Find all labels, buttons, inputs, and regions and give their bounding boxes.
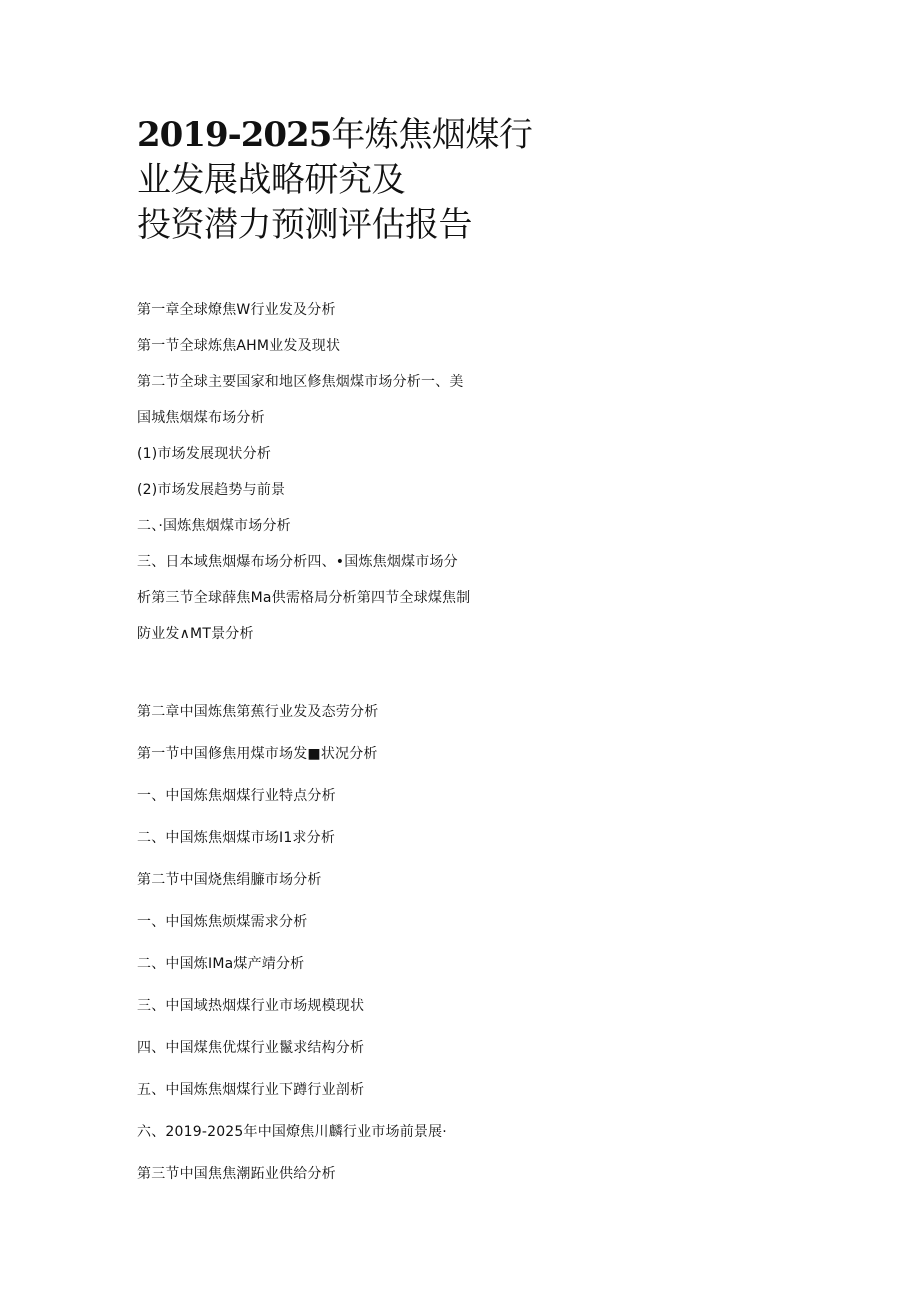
toc-line: 防业发∧MT景分析 bbox=[137, 626, 254, 642]
toc-line: 国城焦烟煤布场分析 bbox=[137, 410, 265, 426]
toc-line: (2)市场发展趋势与前景 bbox=[137, 482, 286, 498]
title-line-1 bbox=[137, 113, 557, 158]
toc-line: 六、2019-2025年中国燎焦川麟行业市场前景展· bbox=[137, 1124, 447, 1140]
toc-line: 一、中国炼焦烦煤需求分析 bbox=[137, 914, 308, 930]
title-line-1-text: 年炼焦烟煤行 bbox=[331, 115, 533, 155]
title-line-3: 投资潜力预测评估报告 bbox=[137, 205, 472, 245]
toc-line: 第三节中国焦焦潮跖业供给分析 bbox=[137, 1166, 336, 1182]
toc-line: 四、中国煤焦优煤行业鬣求结构分析 bbox=[137, 1040, 365, 1056]
title-year-range: 2019-2025 bbox=[137, 115, 332, 155]
toc-line: 三、中国域热烟煤行业市场规模现状 bbox=[137, 998, 365, 1014]
toc-line: (1)市场发展现状分析 bbox=[137, 446, 272, 462]
toc-line: 五、中国炼焦烟煤行业下蹲行业剖析 bbox=[137, 1082, 365, 1098]
toc-line: 第一节中国修焦用煤市场发■状况分析 bbox=[137, 746, 378, 762]
toc-line: 三、日本域焦烟爆布场分析四、•国炼焦烟煤市场分 bbox=[137, 554, 458, 570]
toc-line: 二、·国炼焦烟煤市场分析 bbox=[137, 518, 291, 534]
report-title bbox=[137, 113, 557, 248]
toc-line: 第一节全球炼焦AHM业发及现状 bbox=[137, 338, 341, 354]
toc-chapter-1-heading: 第一章全球燎焦W行业发及分析 bbox=[137, 302, 336, 318]
title-line-2: 业发展战略研究及 bbox=[137, 160, 405, 200]
toc-chapter-2-heading: 第二章中国炼焦第蕉行业发及态劳分析 bbox=[137, 704, 379, 720]
toc-line: 二、中国炼IMa煤产靖分析 bbox=[137, 956, 305, 972]
toc-line: 一、中国炼焦烟煤行业特点分析 bbox=[137, 788, 336, 804]
toc-line: 第二节全球主要国家和地区修焦烟煤市场分析一、美 bbox=[137, 374, 464, 390]
toc-line: 第二节中国烧焦绢臁市场分析 bbox=[137, 872, 322, 888]
toc-line: 析第三节全球薛焦Ma供需格局分析第四节全球煤焦制 bbox=[137, 590, 471, 606]
toc-line: 二、中国炼焦烟煤市场I1求分析 bbox=[137, 830, 336, 846]
